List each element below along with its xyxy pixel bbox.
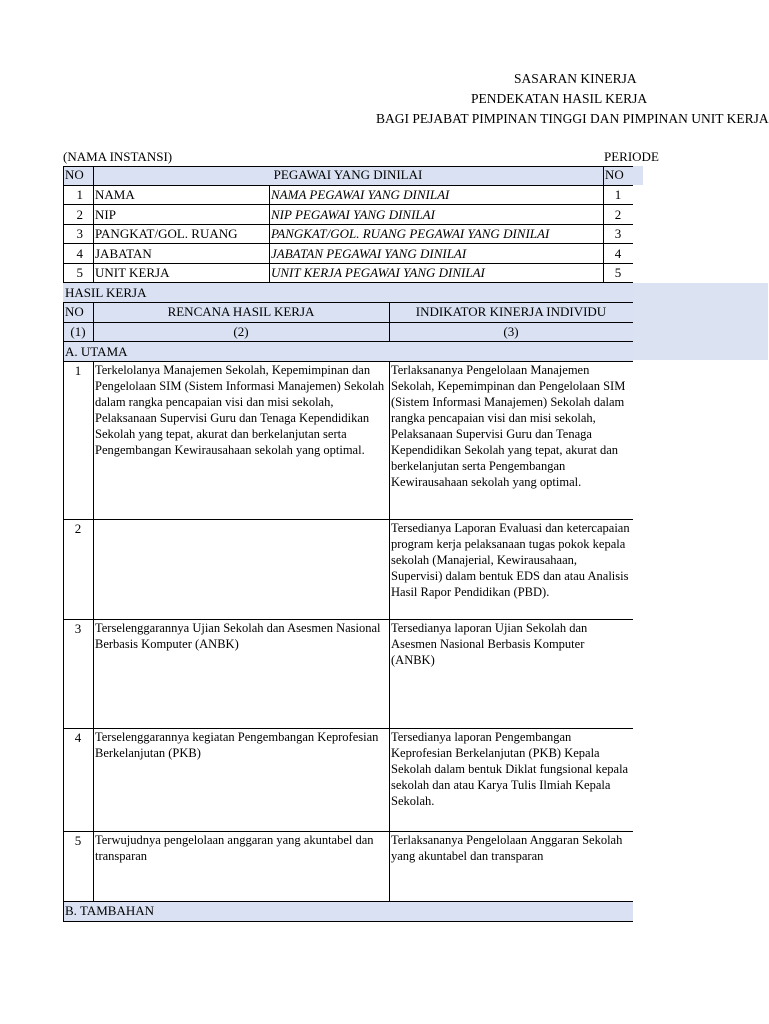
grid-line: [389, 361, 390, 901]
pegawai-no2: 1: [614, 187, 622, 202]
pegawai-value: PANGKAT/GOL. RUANG PEGAWAI YANG DINILAI: [271, 226, 550, 241]
pegawai-no: 2: [76, 207, 83, 222]
hasil-num-indikator: (3): [389, 322, 633, 342]
pegawai-value: NAMA PEGAWAI YANG DINILAI: [271, 187, 450, 202]
hasil-col-indikator: INDIKATOR KINERJA INDIVIDU: [389, 302, 633, 322]
grid-line: [63, 619, 633, 620]
periode-label: PERIODE: [604, 149, 659, 164]
hasil-no: 4: [74, 730, 82, 745]
grid-line: [389, 302, 390, 342]
grid-line: [93, 166, 94, 283]
grid-line: [63, 166, 64, 283]
pegawai-no: 4: [76, 246, 83, 261]
hasil-no: 3: [74, 621, 82, 636]
pegawai-col-no: NO: [63, 166, 93, 185]
title-line-1: SASARAN KINERJA: [514, 71, 637, 86]
grid-line: [63, 224, 633, 225]
hasil-indikator: Tersedianya laporan Ujian Sekolah dan Asesmen Nasional Berbasis Komputer (ANBK): [391, 621, 588, 667]
hasil-rencana: [93, 519, 389, 619]
pegawai-col-title: PEGAWAI YANG DINILAI: [93, 166, 603, 185]
grid-line: [63, 341, 633, 342]
grid-line: [63, 322, 633, 323]
grid-line: [63, 185, 633, 186]
pegawai-no: 1: [76, 187, 83, 202]
tambahan-label: B. TAMBAHAN: [63, 901, 633, 921]
hasil-no: 2: [74, 521, 82, 536]
hasil-no: 5: [74, 833, 82, 848]
pegawai-col-no2: NO: [603, 166, 643, 185]
pegawai-label: PANGKAT/GOL. RUANG: [95, 226, 238, 241]
hasil-indikator: Tersedianya Laporan Evaluasi dan ketercapaian program kerja pelaksanaan tugas pokok kepala sekolah (Manajerial, Kewirausahaan, Supervisi) dalam bentuk EDS dan atau Analisis Hasil Rapor Pendidikan (PBD).: [391, 521, 630, 599]
pegawai-value: JABATAN PEGAWAI YANG DINILAI: [271, 246, 467, 261]
pegawai-label: NIP: [95, 207, 116, 222]
title-line-2: PENDEKATAN HASIL KERJA: [471, 91, 648, 106]
utama-label: A. UTAMA: [63, 342, 633, 361]
pegawai-no2: 3: [614, 226, 622, 241]
hasil-kerja-label: HASIL KERJA: [63, 283, 633, 302]
grid-line: [63, 204, 633, 205]
pegawai-value: UNIT KERJA PEGAWAI YANG DINILAI: [271, 265, 485, 280]
hasil-indikator: Terlaksananya Pengelolaan Manajemen Sekolah, Kepemimpinan dan Pengelolaan SIM (Sistem Informasi Manajemen) Sekolah dalam rangka pencapaian visi dan misi sekolah, Pelaksanaan Supervisi Guru dan Tenaga Kependidikan Sekolah yang tepat, akurat dan berkelanjutan serta Pengembangan Kewirausahaan sekolah yang optimal.: [391, 363, 626, 489]
grid-line: [269, 185, 270, 283]
hasil-rencana: Terkelolanya Manajemen Sekolah, Kepemimpinan dan Pengelolaan SIM (Sistem Informasi Manajemen) Sekolah dalam rangka pencapaian visi dan misi sekolah, Pelaksanaan Supervisi Guru dan Tenaga Kependidikan Sekolah yang tepat, akurat dan berkelanjutan serta Pengembangan Kewirausahaan sekolah yang optimal.: [95, 363, 385, 457]
pegawai-value: NIP PEGAWAI YANG DINILAI: [271, 207, 435, 222]
pegawai-no2: 5: [614, 265, 622, 280]
pegawai-no2: 2: [614, 207, 622, 222]
grid-line: [63, 831, 633, 832]
grid-line: [603, 166, 604, 283]
hasil-rencana: Terselenggarannya kegiatan Pengembangan Keprofesian Berkelanjutan (PKB): [95, 730, 379, 760]
hasil-col-rencana: RENCANA HASIL KERJA: [93, 302, 389, 322]
hasil-indikator: Terlaksananya Pengelolaan Anggaran Sekolah yang akuntabel dan transparan: [391, 833, 623, 863]
header-fill-panel: [633, 283, 768, 360]
pegawai-label: UNIT KERJA: [95, 265, 170, 280]
hasil-indikator: Tersedianya laporan Pengembangan Keprofesian Berkelanjutan (PKB) Kepala Sekolah dalam bentuk Diklat fungsional kepala sekolah dan atau Karya Tulis Ilmiah Kepala Sekolah.: [391, 730, 629, 808]
hasil-rencana: Terwujudnya pengelolaan anggaran yang akuntabel dan transparan: [95, 833, 374, 863]
grid-line: [63, 263, 633, 264]
grid-line: [63, 282, 633, 283]
grid-line: [63, 302, 64, 922]
grid-line: [63, 361, 633, 362]
grid-line: [63, 728, 633, 729]
grid-line: [63, 519, 633, 520]
title-line-3: BAGI PEJABAT PIMPINAN TINGGI DAN PIMPINAN UNIT KERJA: [376, 111, 769, 126]
grid-line: [93, 302, 94, 342]
grid-line: [63, 166, 633, 167]
grid-line: [63, 243, 633, 244]
pegawai-no2: 4: [614, 246, 622, 261]
grid-line: [63, 921, 633, 922]
pegawai-no: 3: [76, 226, 83, 241]
pegawai-label: JABATAN: [95, 246, 152, 261]
grid-line: [63, 302, 633, 303]
grid-line: [63, 901, 633, 902]
hasil-rencana: Terselenggarannya Ujian Sekolah dan Asesmen Nasional Berbasis Komputer (ANBK): [95, 621, 381, 651]
hasil-num-no: (1): [63, 322, 93, 342]
pegawai-no: 5: [76, 265, 83, 280]
hasil-no: 1: [74, 363, 82, 378]
instansi-label: (NAMA INSTANSI): [63, 149, 173, 164]
pegawai-label: NAMA: [95, 187, 135, 202]
grid-line: [93, 361, 94, 901]
hasil-num-rencana: (2): [93, 322, 389, 342]
hasil-col-no: NO: [63, 302, 93, 322]
